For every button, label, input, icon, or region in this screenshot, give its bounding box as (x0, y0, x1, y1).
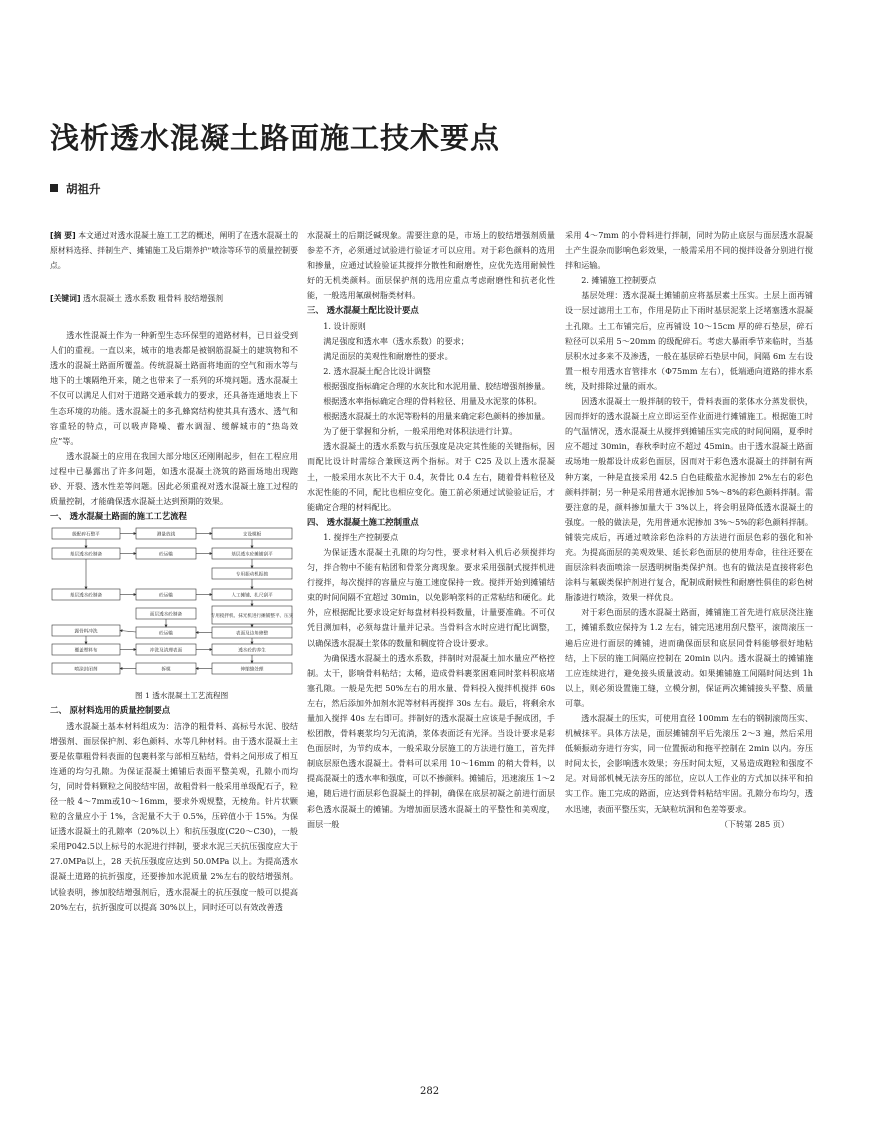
paragraph: 根据强度指标确定合理的水灰比和水泥用量、胶结增强剂掺量。 (323, 380, 550, 391)
keywords-label: [关键词] (50, 294, 81, 303)
flow-node: 人工摊铺、扎尺刮平 (231, 593, 273, 599)
flowchart-svg (50, 526, 298, 684)
paragraph: 透水混凝土的透水系数与抗压强度是决定其性能的关键指标，因而配比设计时需综合兼顾这两个指标。对于 C25 及以上透水混凝土，一般采用水灰比不大于 0.4，灰骨比 0.4 左右，随着骨料粒径及水泥性能的不同，配比也相应变化。施工前必须通过试验验证后，才能确定合理的材料配比。 (307, 441, 555, 512)
paragraph: 为保证透水混凝土孔隙的均匀性，要求材料入机后必须搅拌均匀，拌合物中不能有粘团和骨浆分离现象。要求采用强制式搅拌机进行搅拌，每次搅拌的容量应与施工速度保持一致。搅拌开始到摊铺结束的时间间隔不宜超过 30min，以免影响浆料的正常粘结和硬化。此外，应根据配比要求设定好每盘材料投料数量，计量要准确。不可仅凭目测加料，必须每盘计量并记录。当骨料含水时应进行配比调整，以确保透水混凝土浆体的数量和稠度符合设计要求。 (307, 546, 555, 648)
paragraph: 因透水混凝土一般拌制的较干，骨料表面的浆体水分蒸发很快，因而拌好的透水混凝土应立即运至作业面进行摊铺施工。根据施工时的气温情况，透水混凝土从搅拌到摊铺压实完成的时间间隔，夏季时应不超过 30min，春秋季时应不超过 45min。由于透水混凝土路面或场地一般都设计成彩色面层，因而对于彩色透水混凝土的拌制有两种方案，一种是直接采用 42.5 白色硅酸盐水泥掺加 2%左右的彩色颜料拌制；另一种是采用普通水泥掺加 5%～8%的彩色颜料拌制。需要注意的是，颜料掺加量大于 3%以上，将会明显降低透水混凝土的强度。一般的做法是，先用普通水泥掺加 3%～5%的彩色颜料拌制。铺装完成后，再通过喷涂彩色涂料的方法进行面层色彩的强化和补充。为提高面层的美观效果、延长彩色面层的使用寿命，往往还要在面层涂料表面喷涂一层透明树脂类保护剂。也有的做法是直接将彩色涂料与氟碳类保护剂进行复合，配制成耐候性和耐磨性俱佳的彩色树脂漆进行喷涂，效果一样优良。 (565, 396, 813, 603)
flowchart (50, 526, 298, 684)
square-bullet-icon (50, 184, 58, 192)
figure-caption: 图 1 透水混凝土工艺流程图 (134, 691, 229, 701)
paragraph: 透水混凝土的应用在我国大部分地区还刚刚起步，但在工程应用过程中已暴露出了许多问题，如透水混凝土浇筑的路面场地出现跑砂、开裂、透水性差等问题。因此必须重视对透水混凝土施工过程的质量控制，才能确保透水混凝土达到预期的效果。 (50, 450, 298, 507)
flow-node: 伸缩缝处理 (240, 667, 264, 673)
section-heading: 四、 透水混凝土施工控制重点 (307, 516, 419, 527)
flow-node: 测量放线 (156, 532, 176, 538)
subheading: 1. 搅拌生产控制要点 (323, 531, 399, 542)
paragraph: 基层处理：透水混凝土摊铺前应将基层素土压实。土层上面再铺设一层过滤用土工布，作用是防止下雨时基层泥浆上泛堵塞透水混凝土孔隙。土工布铺完后，应再铺设 10～15cm 厚的碎石垫层，碎石粒径可以采用 5～20mm 的级配碎石。考虑大暴雨季节来临时，当基层积水过多来不及渗透，一般在基层碎石垫层中间，间隔 6m 左右设置一根专用透水盲管排水（Φ75mm 左右），低端通向道路的排水系统，及时排除过量的雨水。 (565, 290, 813, 391)
flow-node: 面层透水砼制备 (149, 612, 183, 618)
subheading: 2. 透水混凝土配合比设计调整 (323, 365, 431, 376)
section-heading: 一、 透水混凝土路面的施工工艺流程 (50, 511, 187, 522)
flow-node: 露骨料冲洗 (74, 629, 98, 635)
abstract (50, 228, 298, 273)
paragraph: 为确保透水混凝土的透水系数，拌制时对混凝土加水量应严格控制。太干，影响骨料粘结；太稀，造成骨料裹浆困难同时浆料积底堵塞孔隙。一般是先把 50%左右的用水量、骨料投入搅拌机搅拌 60s 左右，然后添加外加剂水泥等材料再搅拌 30s 左右。最后，将剩余水量加入搅拌 40s 左右即可。拌制好的透水混凝土应该是手握成团，手松团散，骨料裹浆均匀无流淌，浆体表面泛有光泽。当设计要求是彩色面层时，为节约成本，一般采取分层施工的方法进行施工，首先拌制底层原色透水混凝土。骨料可以采用 10～16mm 的稍大骨料，以提高混凝土的透水率和强度，可以不掺颜料。摊铺后，迅速滚压 1～2 遍，随后进行面层彩色混凝土的拌制，确保在底层初凝之前进行面层彩色透水混凝土的摊铺。为增加面层透水混凝土的平整性和美观度，面层一般 (307, 652, 555, 829)
flow-node: 喷涂封闭剂 (74, 667, 98, 673)
flow-node: 表面及边角修整 (235, 631, 269, 637)
author-line (50, 181, 101, 197)
section-heading: 三、 透水混凝土配比设计要点 (307, 305, 419, 316)
paragraph: 为了便于掌握和分析，一般采用绝对体积法进行计算。 (323, 426, 518, 437)
paragraph: 采用 4～7mm 的小骨料进行拌制，同时为防止底层与面层透水混凝土产生混杂而影响色彩效果，一般需采用不同的搅拌设备分别进行搅拌和运输。 (565, 230, 813, 271)
paragraph: 满足面层的美观性和耐磨性的要求。 (323, 350, 453, 361)
page-number: 282 (420, 1086, 440, 1097)
keywords-text: 透水混凝土 透水系数 粗骨料 胶结增强剂 (83, 294, 223, 303)
continued-note: （下转第 285 页） (719, 818, 789, 829)
column-3 (565, 228, 813, 832)
paragraph: 透水混凝土的压实，可使用直径 100mm 左右的钢制滚筒压实、机械抹平。具体方法是，面层摊铺刮平后先滚压 2～3 遍，然后采用低频振动夯进行夯实，同一位置振动和拖平控制在 2min 以内。夯压时间太长，会影响透水效果；夯压时间太短，又易造成跑粒和强度不足。对局部机械无法夯压的部位，应以人工作业的方式加以抹平和拍实工作。施工完成的路面，应达到骨料粘结牢固。孔隙分布均匀，透水迅速，表面平整压实，无缺粒坑洞和色差等要求。 (565, 713, 813, 814)
author-name: 胡祖升 (66, 182, 101, 196)
flow-node: 专用搅拌机、抹光机进行摊铺整平、压实 (210, 614, 294, 620)
flow-node: 砼运输 (159, 631, 173, 637)
flow-node: 级配碎石整平 (72, 532, 100, 538)
flow-node: 专用振动机振捣 (235, 572, 269, 578)
column-2 (307, 228, 555, 832)
paragraph: 透水混凝土基本材料组成为：洁净的粗骨料、高标号水泥、胶结增强剂、面层保护剂、彩色颜料、水等几种材料。由于透水混凝土主要是依靠粗骨料表面的包裹料浆与部相互粘结，骨料之间形成了相互连通的均匀孔隙。为保证混凝土摊铺后表面平整美观，孔隙小而均匀，同时骨料颗粒之间胶结牢固，故粗骨料一般采用单级配石子，粒径一般 4～7mm或10～16mm，要求外观规整，无棱角。针片状颗粒的含量应小于 1%，含泥量不大于 0.5%，压碎值小于 15%。为保证透水混凝土的孔隙率（20%以上）和抗压强度(C20～C30)，一般采用P042.5以上标号的水泥进行拌制，要求水泥三天抗压强度应大于 27.0MPa以上，28 天抗压强度应达到 50.0MPa 以上。为提高透水混凝土道路的抗折强度，还要掺加水泥质量 2%左右的胶结增强剂。试验表明，掺加胶结增强剂后，透水混凝土的抗压强度一般可以提高 20%左右，抗折强度可以提高 30%以上，同时还可以有效改善透 (50, 720, 298, 912)
paragraph: 透水性混凝土作为一种新型生态环保型的道路材料，已日益受到人们的重视。一直以来，城市的地表都是被钢筋混凝土的建筑物和不透水的混凝土路面所覆盖。传统混凝土路面将地面的空气和雨水等与地下的土壤隔绝开来，随之也带来了一系列的环境问题。透水混凝土不仅可以满足人们对于道路交通承载力的要求，还具备连通地表上下生态环境的功能。透水混凝土的多孔蜂窝结构使其具有透水、透气和容重轻的特点，可以吸声降噪、蓄水调湿、缓解城市的“热岛效应”等。 (50, 330, 298, 446)
flow-node: 基层透水砼制备 (69, 552, 103, 558)
flow-node: 砼运输 (159, 552, 173, 558)
keywords (50, 291, 298, 306)
paragraph: 根据透水率指标确定合理的骨料粒径、用量及水泥浆的体积。 (323, 396, 542, 407)
subheading: 2. 摊铺施工控制要点 (581, 275, 657, 286)
abstract-text: 本文通过对透水混凝土施工工艺的概述，阐明了在透水混凝土的原材料选择、拌制生产、摊铺施工及后期养护"喷涂等环节的质量控制要点。 (50, 231, 299, 270)
flow-node: 基层透水砼制备 (69, 593, 103, 599)
flow-node: 透水砼的养生 (238, 648, 266, 654)
flow-node: 覆盖塑料布 (74, 648, 98, 654)
section-heading: 二、 原材料选用的质量控制要点 (50, 705, 171, 716)
paragraph: 满足强度和透水率（透水系数）的要求； (323, 335, 469, 346)
article-title: 浅析透水混凝土路面施工技术要点 (50, 121, 501, 155)
flow-node: 拆模 (161, 667, 171, 673)
column-1 (50, 228, 298, 915)
flow-node: 支设模板 (242, 532, 262, 538)
paragraph: 对于彩色面层的透水混凝土路面，摊铺施工首先进行底层浇注施工，摊铺系数应保持为 1.2 左右，铺完迅速用刮尺整平，滚筒滚压一遍后应进行面层的摊铺，进而确保面层和底层同骨料能够很好地粘结，上下层的施工间隔应控制在 20min 以内。透水混凝土的摊铺施工应连续进行，避免接头质量波动。如果摊铺施工间隔时间达到 1h 以上，则必须设置施工缝，立模分割，保证两次摊铺接头平整、质量可靠。 (565, 607, 813, 708)
paragraph: 水混凝土的后期泛碱现象。需要注意的是，市场上的胶结增强剂质量参差不齐，必须通过试验进行验证才可以应用。对于彩色颜料的选用和掺量，应通过试验验证其搅拌分散性和耐磨性，应优先选用耐候性好的无机类颜料。面层保护剂的选用应重点考虑耐磨性和抗老化性能，一般选用氟碳树脂类材料。 (307, 230, 555, 301)
flow-node: 砼运输 (159, 593, 173, 599)
flow-node: 基层透水砼摊铺刮平 (231, 552, 273, 558)
subheading: 1. 设计原则 (323, 320, 366, 331)
paragraph: 根据透水混凝土的水泥等粉料的用量来确定彩色颜料的掺加量。 (323, 411, 550, 422)
flow-node: 冲洗及清理表面 (149, 648, 183, 654)
abstract-label: [摘 要] (50, 231, 76, 240)
